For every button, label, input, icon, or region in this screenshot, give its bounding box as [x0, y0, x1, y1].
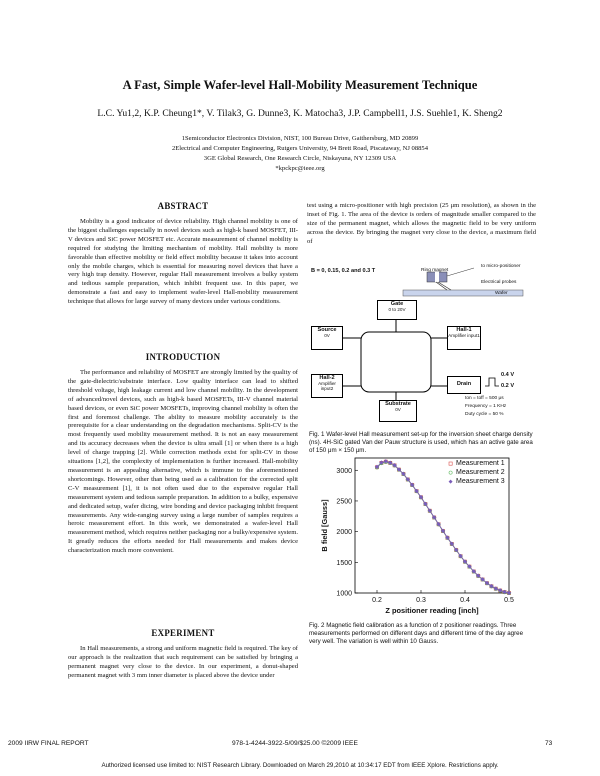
gate-terminal [377, 300, 417, 320]
legend-label: Measurement 1 [456, 460, 505, 467]
y-tick-label: 1000 [336, 590, 352, 598]
gate-label: Gate [390, 301, 404, 307]
x-tick-label: 0.4 [460, 597, 470, 604]
hall1-terminal [447, 326, 481, 350]
introduction-text: The performance and reliability of MOSFET are strongly limited by the quality of the gate-dielectric/substrate interface. Low quality interface can lead to shifted threshold voltage, high leakage current and low channel mobility. In the development of advanced/novel devices, such as high-k based MOSFETs, III-V channel material based devices, or even SiC power MOSFETs, improving channel mobility is often the first and foremost challenge. The ability to measure mobility accurately is the prerequisite for a clear understanding on the degradation mechanisms. Split-CV is the most frequently used mobility measurement method. It is not an easy measurement and its accuracy decreases when the device is ultra small [1] or when there is a high level of charge trapping [2]. While correction methods exist for split-CV in those situations [1,2], the complexity of implementation is further increased. Hall-mobility measurement is an appealing alternative, which is immune to the aforementioned shortcomings. However, other than being used as a calibration for the corrected split C-V measurement [1], it is not often used due to the expensive regular Hall measurement system and tedious sample preparation. In addition to a bulky, expensive and dedicated setup, wafer dicing, wire bonding and device packaging inhibit frequent measurements. Any wide-ranging survey using a large number of samples requires a heroic measurement effort. In this work, we demonstrated a wafer-level Hall measurement method, which requires neither packaging nor a bulky/expensive system. It greatly reduces the efforts needed for Hall measurements and makes device characterization much more convenient. [68, 369, 298, 555]
figure1-diagram [309, 262, 539, 422]
gate-voltage: 0 to 20V [388, 307, 406, 312]
page-number: 73 [545, 740, 553, 747]
pulse-timing: ton = toff = 500 μs [465, 396, 504, 401]
source-terminal [311, 326, 343, 350]
affiliation-3: 3GE Global Research, One Research Circle, Niskayuna, NY 12309 USA [203, 155, 397, 162]
b-field-label: B = 0, 0.15, 0.2 and 0.3 T [311, 268, 376, 274]
experiment-text: In Hall measurements, a strong and uniform magnetic field is required. The key of our approach is the realization that such requirement can be satisfied by bringing a permanent magnet very close to the device. In our experiment, a donut-shaped permanent magnet with 3 mm inner diameter is placed above the device under [68, 645, 298, 679]
experiment-heading: EXPERIMENT [151, 628, 215, 638]
y-tick-label: 1500 [336, 559, 352, 567]
x-axis-label: Z positioner reading [inch] [385, 606, 479, 615]
chart-legend [449, 460, 505, 485]
author-list: L.C. Yu1,2, K.P. Cheung1*, V. Tilak3, G. Dunne3, K. Matocha3, J.P. Campbell1, J.S. Suehle1, K. Sheng2 [97, 108, 503, 119]
substrate-terminal [379, 400, 417, 422]
hall2-terminal [311, 374, 343, 398]
drain-terminal [447, 376, 481, 394]
pulse-high-label: 0.4 V [501, 372, 515, 378]
x-tick-label: 0.5 [504, 597, 514, 604]
pulse-frequency: Frequency = 1 KHz [465, 404, 507, 409]
wafer-label: Wafer [495, 291, 508, 296]
electrical-probes-label: Electrical probes [481, 280, 517, 285]
paper-title: A Fast, Simple Wafer-level Hall-Mobility Measurement Technique [122, 78, 478, 92]
figure1-caption: Fig. 1 Wafer-level Hall measurement set-up for the inversion sheet charge density (ns). 4H-SiC gated Van der Pauw structure is used, which has an active gate area of 150 μm × 150 μm. [309, 431, 533, 455]
right-column-text: test using a micro-positioner with high precision (25 μm resolution), as shown in the inset of Fig. 1. The area of the device is orders of magnitude smaller compared to the size of the permanent magnet, which allows the magnetic field to be very uniform across the device. By bringing the magnet very close to the device, a maximum field of [307, 202, 536, 245]
corresponding-email: *kpckpc@ieee.org [275, 165, 325, 172]
y-tick-label: 2000 [336, 529, 352, 537]
affiliation-2: 2Electrical and Computer Engineering, Rutgers University, 94 Brett Road, Piscataway, NJ 08854 [171, 145, 429, 152]
x-tick-label: 0.2 [372, 597, 382, 604]
introduction-body [68, 369, 298, 556]
footer-report-name: 2009 IIRW FINAL REPORT [8, 740, 89, 747]
license-notice: Authorized licensed use limited to: NIST Research Library. Downloaded on March 29,2010 at 10:34:17 EDT from IEEE Xplore. Restrictions apply. [101, 762, 499, 769]
to-micro-positioner-label: to micro-positioner [481, 264, 521, 269]
y-axis-label: B field [Gauss] [320, 499, 329, 552]
footer-isbn: 978-1-4244-3922-5/09/$25.00 ©2009 IEEE [232, 740, 358, 747]
affiliation-1: 1Semiconductor Electronics Division, NIST, 100 Bureau Drive, Gaithersburg, MD 20899 [181, 135, 419, 142]
drain-label: Drain [456, 381, 472, 387]
experiment-body [68, 645, 298, 681]
hall1-sub: Amplifier input1 [448, 333, 480, 338]
legend-marker [449, 462, 452, 465]
legend-marker [449, 480, 453, 484]
device-outline [361, 332, 431, 392]
abstract-body [68, 218, 298, 307]
figure2-chart [307, 452, 539, 620]
x-tick-label: 0.3 [416, 597, 426, 604]
device-schematic [309, 262, 539, 422]
legend-label: Measurement 2 [456, 469, 505, 476]
right-column-body [307, 202, 536, 247]
ring-magnet-label: Ring magnet [421, 268, 449, 273]
hall2-label: Hall-2 [319, 375, 335, 381]
hall2-sub: Amplifier input2 [318, 381, 336, 391]
hall1-label: Hall-1 [456, 327, 472, 333]
legend-label: Measurement 3 [456, 478, 505, 485]
pulse-duty-cycle: Duty cycle = 50 % [465, 412, 504, 417]
affiliations [0, 134, 600, 174]
abstract-heading: ABSTRACT [157, 201, 209, 211]
introduction-heading: INTRODUCTION [145, 352, 221, 362]
source-voltage: 0V [324, 333, 330, 338]
pulse-low-label: 0.2 V [501, 383, 515, 389]
substrate-label: Substrate [385, 401, 411, 407]
y-tick-label: 2500 [336, 498, 352, 506]
abstract-text: Mobility is a good indicator of device reliability. High channel mobility is one of the biggest challenges especially in novel devices such as high-k based MOSFET, III-V devices and SiC power MOSFET etc. Accurate measurement of channel mobility is required for studying the limiting mechanism of mobility. Hall mobility is more favorable than effective mobility or field effect mobility because it takes into account only the mobile charges, which is essential for measuring novel devices that have a very high trap density. However, regular Hall measurement involves a bulky system and tedious sample preparation, which inhibit frequent use. In this paper, we demonstrate a fast and easy to implement wafer-level Hall-mobility measurement technique that allows for large survey of many devices under various conditions. [68, 218, 298, 306]
source-label: Source [317, 327, 337, 333]
y-tick-label: 3000 [336, 467, 352, 475]
substrate-voltage: 0V [395, 407, 401, 412]
figure2-caption: Fig. 2 Magnetic field calibration as a function of z positioner readings. Three measurements performed on different days and different time of the day agree very well. The variation is well within 10 Gauss. [309, 622, 524, 646]
pulse-waveform [485, 378, 499, 386]
legend-marker [449, 471, 452, 474]
